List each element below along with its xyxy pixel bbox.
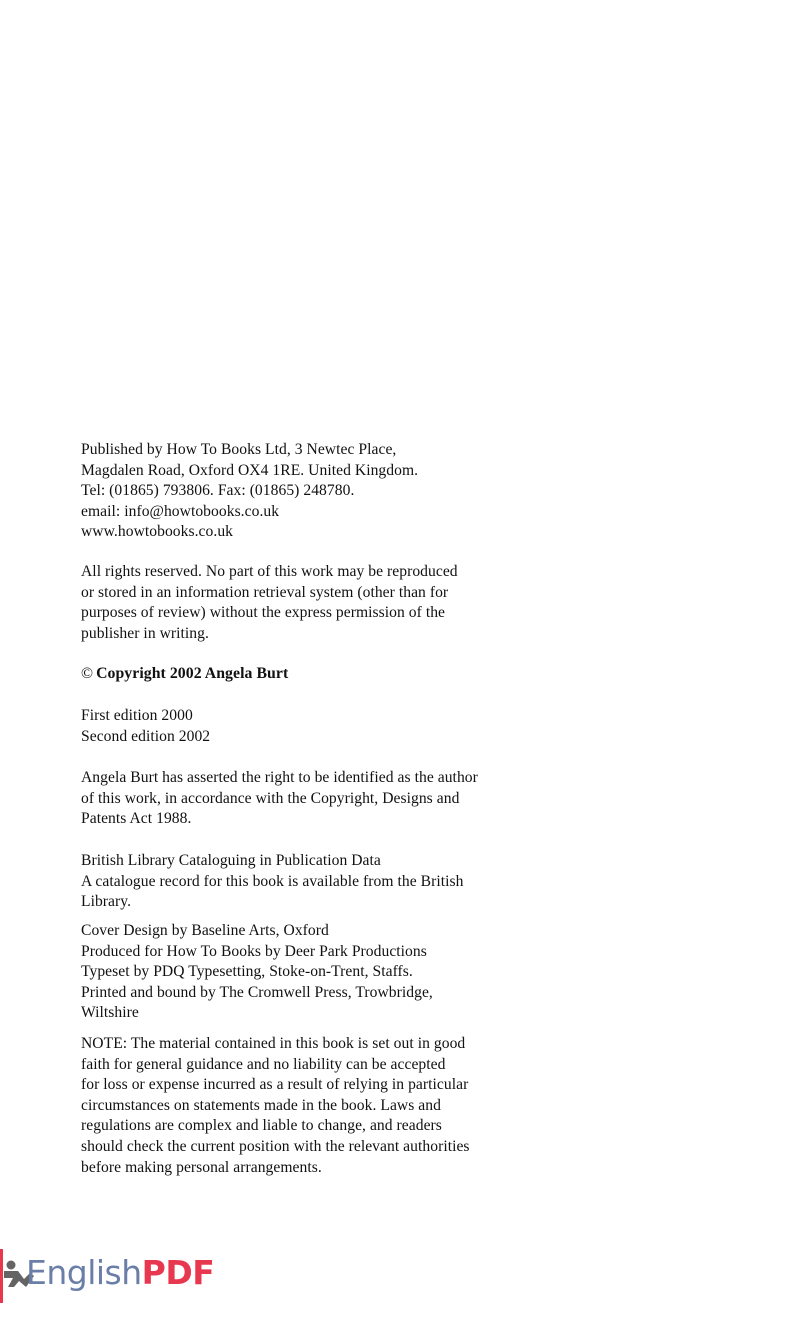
watermark-pdf: PDF [141, 1253, 215, 1292]
note-block [81, 1034, 551, 1178]
copyright-text: Copyright 2002 Angela Burt [96, 665, 289, 682]
note-line: NOTE: The material contained in this book is set out in good [81, 1035, 466, 1052]
note-line: faith for general guidance and no liability can be accepted [81, 1055, 446, 1073]
rights-line: or stored in an information retrieval system (other than for [81, 583, 449, 601]
editions-block [81, 706, 551, 747]
rights-block [81, 562, 551, 644]
production-line: Wiltshire [81, 1004, 139, 1022]
rights-line: publisher in writing. [81, 624, 209, 642]
production-line: Produced for How To Books by Deer Park Productions [81, 942, 427, 960]
cip-line: Library. [81, 893, 132, 911]
publisher-line: Tel: (01865) 793806. Fax: (01865) 248780. [81, 482, 355, 500]
assertion-line: of this work, in accordance with the Copyright, Designs and [81, 789, 460, 807]
cip-line: A catalogue record for this book is available from the British [81, 872, 464, 890]
copyright-symbol: © [81, 665, 94, 682]
note-line: should check the current position with the relevant authorities [81, 1137, 470, 1155]
watermark-text [26, 1253, 214, 1293]
note-line: for loss or expense incurred as a result of relying in particular [81, 1076, 469, 1094]
production-line: Cover Design by Baseline Arts, Oxford [81, 922, 329, 939]
rights-line: purposes of review) without the express permission of the [81, 604, 446, 622]
publisher-block [81, 440, 551, 543]
production-block [81, 921, 551, 1024]
assertion-line: Angela Burt has asserted the right to be identified as the author [81, 769, 478, 786]
publisher-line: Magdalen Road, Oxford OX4 1RE. United Kingdom. [81, 461, 419, 479]
assertion-line: Patents Act 1988. [81, 810, 192, 828]
assertion-block [81, 768, 551, 830]
production-line: Printed and bound by The Cromwell Press, Trowbridge, [81, 983, 433, 1001]
note-line: regulations are complex and liable to change, and readers [81, 1117, 442, 1135]
publisher-email: email: info@howtobooks.co.uk [81, 502, 280, 520]
note-line: before making personal arrangements. [81, 1158, 322, 1176]
englishpdf-watermark-logo [0, 1245, 220, 1301]
edition-line: Second edition 2002 [81, 727, 211, 745]
publisher-line: Published by How To Books Ltd, 3 Newtec Place, [81, 441, 397, 458]
production-line: Typeset by PDQ Typesetting, Stoke-on-Trent, Staffs. [81, 963, 413, 981]
copyright-notice [81, 664, 551, 685]
rights-line: All rights reserved. No part of this work may be reproduced [81, 563, 458, 580]
cip-block [81, 851, 551, 913]
cip-line: British Library Cataloguing in Publication Data [81, 852, 381, 869]
note-line: circumstances on statements made in the book. Laws and [81, 1096, 441, 1114]
publisher-website: www.howtobooks.co.uk [81, 523, 234, 541]
watermark-english: English [26, 1253, 142, 1292]
edition-line: First edition 2000 [81, 707, 193, 724]
copyright-line [81, 664, 551, 685]
